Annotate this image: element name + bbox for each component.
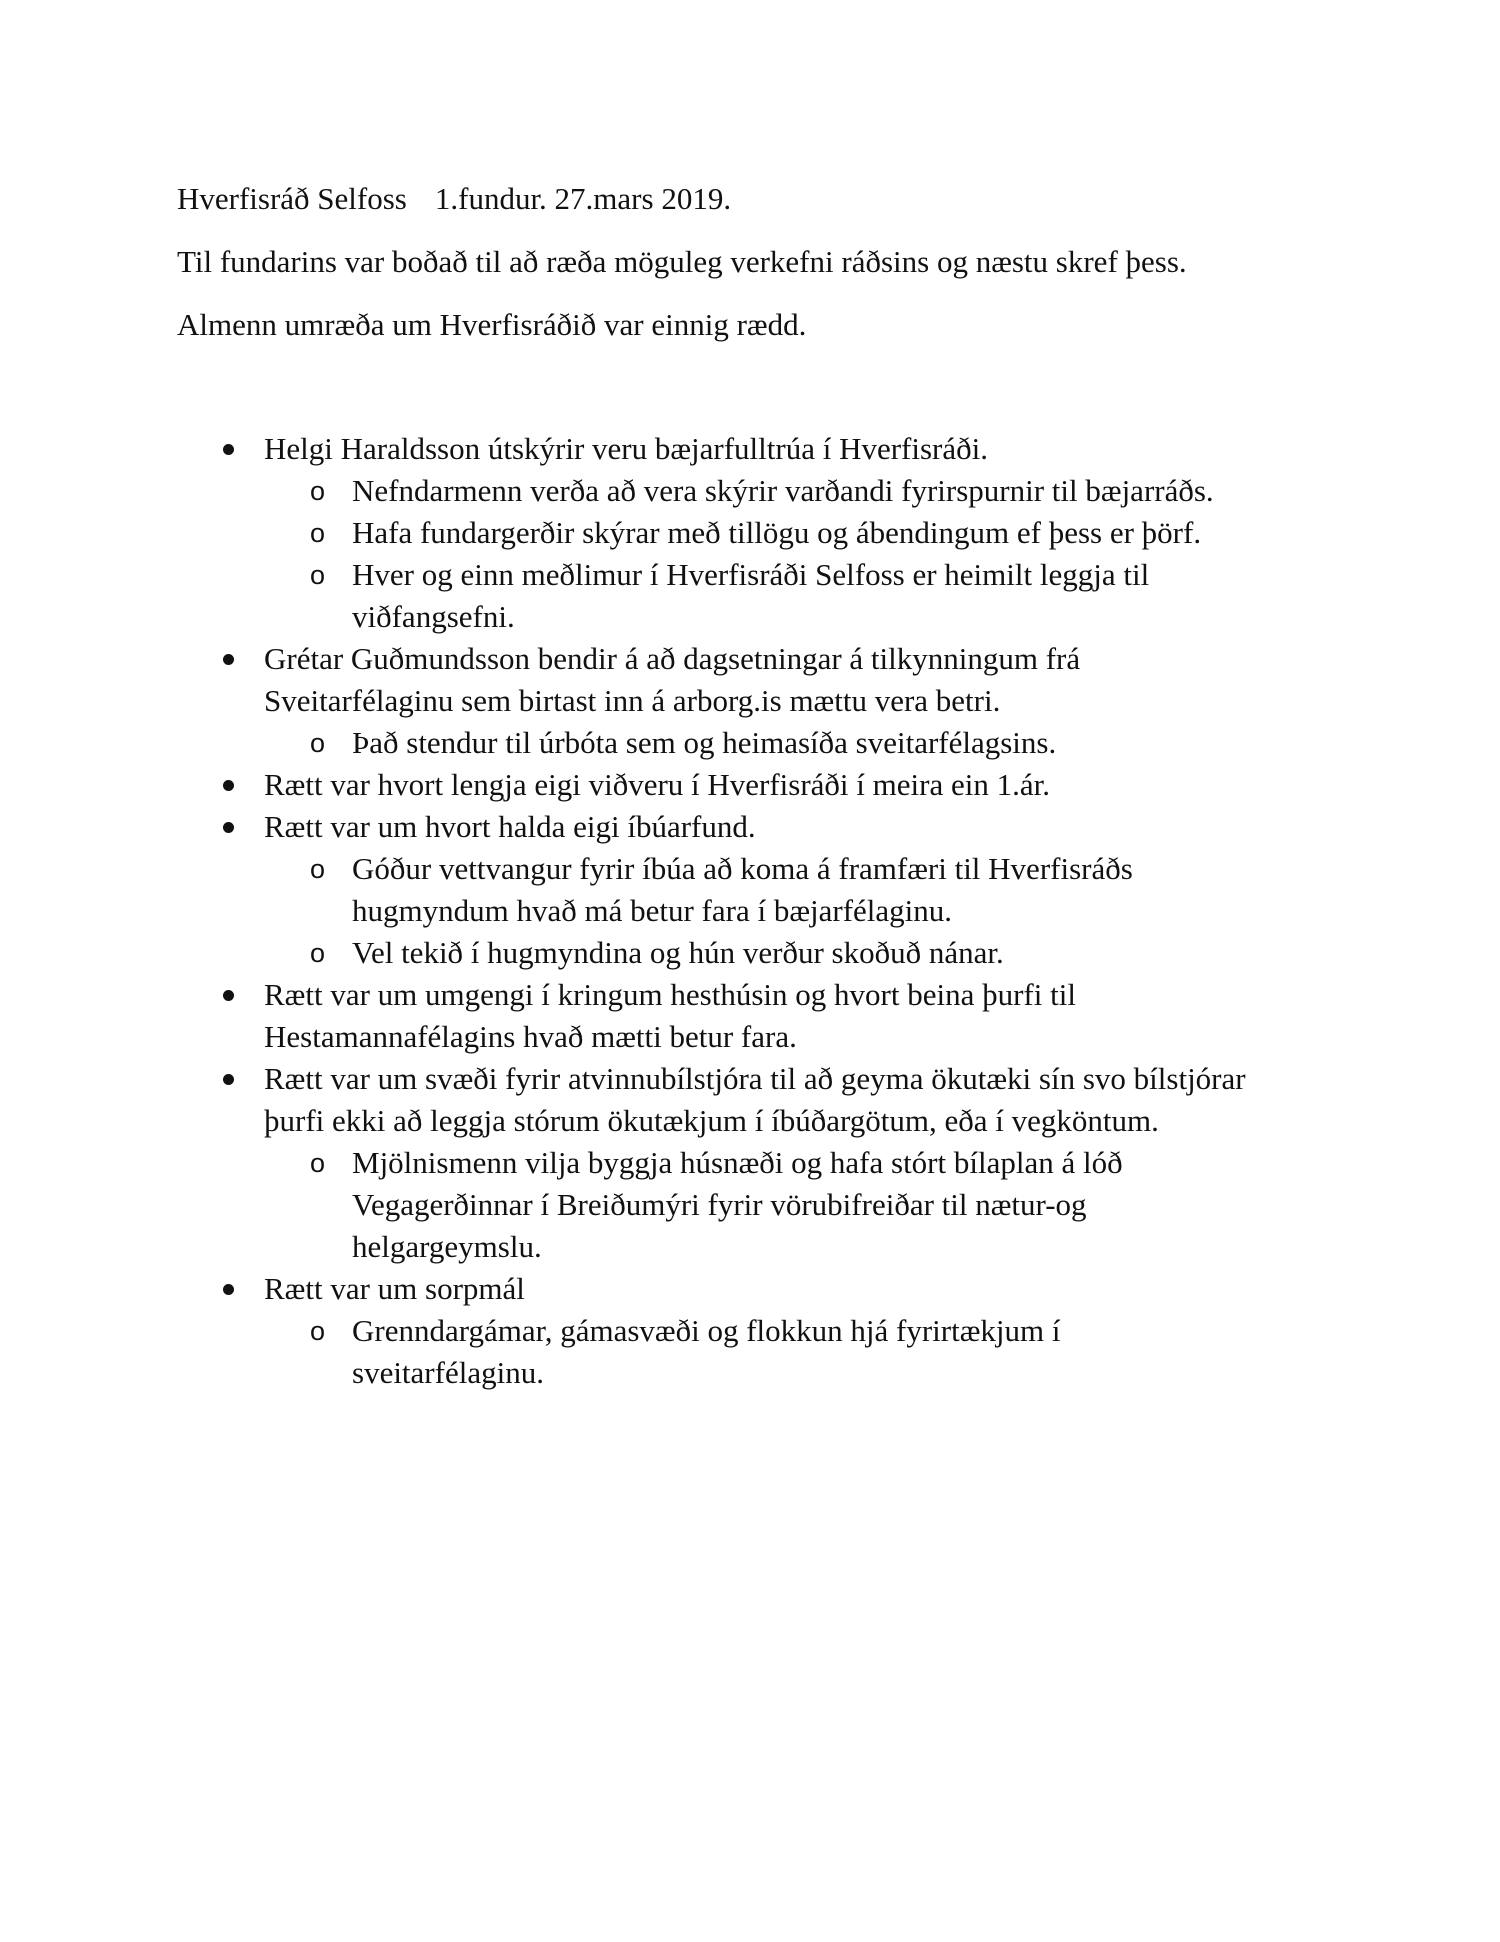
meeting-number-date: 1.fundur. 27.mars 2019.: [434, 181, 732, 216]
sub-item: o Góður vettvangur fyrir íbúa að koma á framfæri til Hverfisráðs hugmyndum hvað má betur fara í bæjarfélaginu.: [0, 848, 1252, 932]
sub-item: o Hafa fundargerðir skýrar með tillögu og ábendingum ef þess er þörf.: [0, 512, 1352, 554]
bullet-item: Helgi Haraldsson útskýrir veru bæjarfulltrúa í Hverfisráði.: [0, 428, 1264, 470]
sub-item: o Nefndarmenn verða að vera skýrir varðandi fyrirspurnir til bæjarráðs.: [0, 470, 1352, 512]
bullet-item: Rætt var um umgengi í kringum hesthúsin og hvort beina þurfi til Hestamannafélagins hvað mætti betur fara.: [0, 974, 1194, 1058]
bullet-item: Rætt var um svæði fyrir atvinnubílstjóra til að geyma ökutæki sín svo bílstjórar þurfi ekki að leggja stórum ökutækjum í íbúðargötum, eða í vegköntum.: [0, 1058, 1254, 1142]
sub-item: o Mjölnismenn vilja byggja húsnæði og hafa stórt bílaplan á lóð Vegagerðinnar í Breiðumýri fyrir vörubifreiðar til nætur-og helgargeymslu.: [0, 1142, 1242, 1268]
meeting-heading: [177, 179, 731, 219]
bullet-item: Rætt var um hvort halda eigi íbúarfund.: [0, 806, 1264, 848]
bullet-item: Rætt var hvort lengja eigi viðveru í Hverfisráði í meira ein 1.ár.: [0, 764, 1264, 806]
sub-item: o Það stendur til úrbóta sem og heimasíða sveitarfélagsins.: [0, 722, 1352, 764]
meeting-intro: Til fundarins var boðað til að ræða möguleg verkefni ráðsins og næstu skref þess.: [177, 244, 1187, 279]
sub-item: o Hver og einn meðlimur í Hverfisráði Selfoss er heimilt leggja til viðfangsefni.: [0, 554, 1252, 638]
discussion-list: [0, 428, 1500, 1394]
bullet-item: Grétar Guðmundsson bendir á að dagsetningar á tilkynningum frá Sveitarfélaginu sem birtast inn á arborg.is mættu vera betri.: [0, 638, 1214, 722]
sub-item: o Vel tekið í hugmyndina og hún verður skoðuð nánar.: [0, 932, 1352, 974]
general-discussion: Almenn umræða um Hverfisráðið var einnig rædd.: [177, 307, 807, 342]
sub-item: o Grenndargámar, gámasvæði og flokkun hjá fyrirtækjum í sveitarfélaginu.: [0, 1310, 1232, 1394]
bullet-item: Rætt var um sorpmál: [0, 1268, 1264, 1310]
council-name: Hverfisráð Selfoss: [177, 181, 407, 216]
